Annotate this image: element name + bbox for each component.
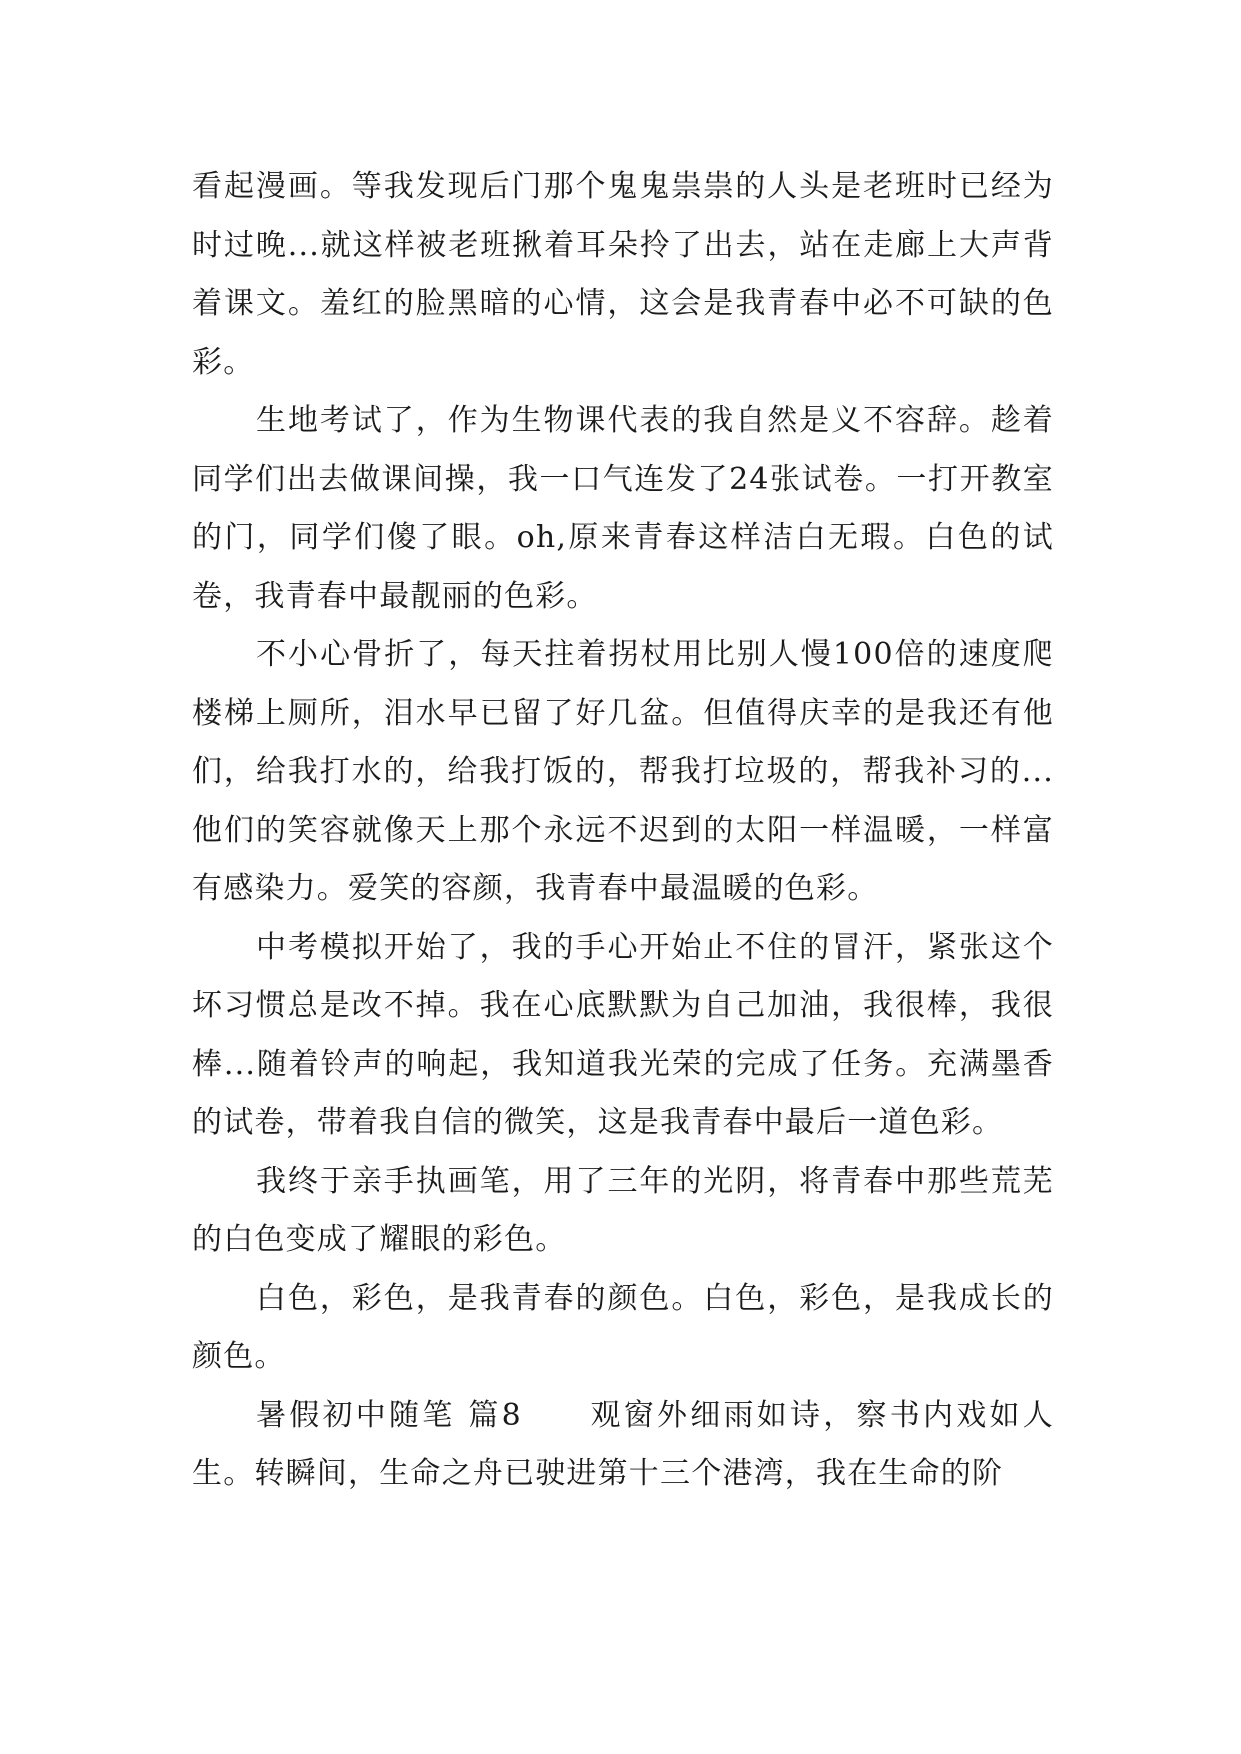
paragraph: 白色，彩色，是我青春的颜色。白色，彩色，是我成长的颜色。 (192, 1280, 1054, 1374)
paragraph-continuation: 看起漫画。等我发现后门那个鬼鬼祟祟的人头是老班时已经为时过晚...就这样被老班揪着耳朵拎了出去，站在走廊上大声背着课文。羞红的脸黑暗的心情，这会是我青春中必不可缺的色彩。 (192, 169, 1054, 380)
paragraph: 我终于亲手执画笔，用了三年的光阴，将青春中那些荒芜的白色变成了耀眼的彩色。 (192, 1163, 1054, 1257)
paragraph: 不小心骨折了，每天拄着拐杖用比别人慢100倍的速度爬楼梯上厕所，泪水早已留了好几盆。但值得庆幸的是我还有他们，给我打水的，给我打饭的，帮我打垃圾的，帮我补习的...他们的笑容就像天上那个永远不迟到的太阳一样温暖，一样富有感染力。爱笑的容颜，我青春中最温暖的色彩。 (192, 637, 1054, 906)
paragraph: 中考模拟开始了，我的手心开始止不住的冒汗，紧张这个坏习惯总是改不掉。我在心底默默为自己加油，我很棒，我很棒...随着铃声的响起，我知道我光荣的完成了任务。充满墨香的试卷，带着我自信的微笑，这是我青春中最后一道色彩。 (192, 929, 1054, 1140)
paragraph-section-start: 暑假初中随笔 篇8 观窗外细雨如诗，察书内戏如人生。转瞬间，生命之舟已驶进第十三个港湾，我在生命的阶 (192, 1397, 1054, 1491)
paragraph: 生地考试了，作为生物课代表的我自然是义不容辞。趁着同学们出去做课间操，我一口气连发了24张试卷。一打开教室的门，同学们傻了眼。oh,原来青春这样洁白无瑕。白色的试卷，我青春中最靓丽的色彩。 (192, 403, 1054, 614)
document-body (192, 158, 1054, 1504)
